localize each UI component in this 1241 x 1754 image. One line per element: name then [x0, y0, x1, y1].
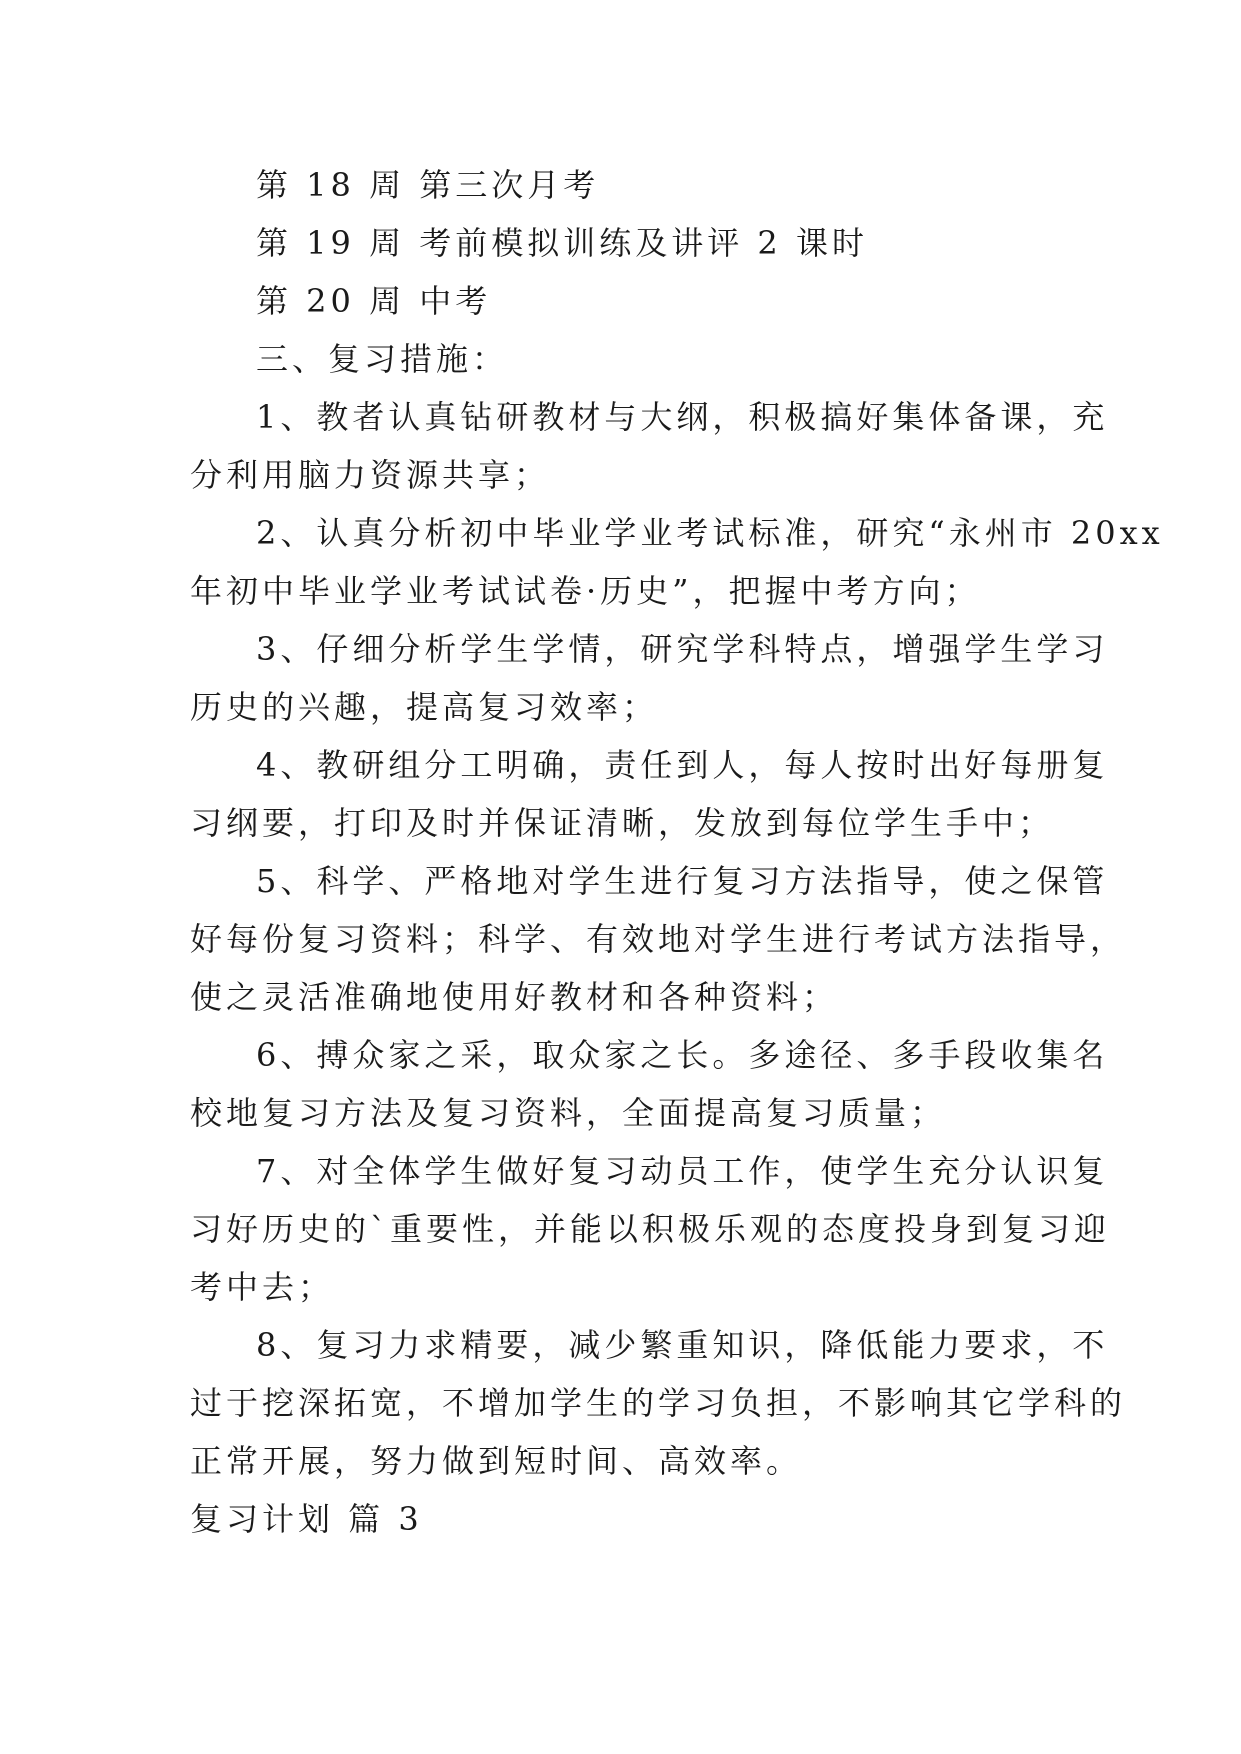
text-line: 分利用脑力资源共享；: [190, 456, 551, 494]
text-line: 8、复习力求精要，减少繁重知识，降低能力要求，不: [256, 1326, 1109, 1364]
text-line: 过于挖深拓宽，不增加学生的学习负担，不影响其它学科的: [190, 1384, 1127, 1422]
text-line: 习好历史的`重要性，并能以积极乐观的态度投身到复习迎: [190, 1210, 1111, 1248]
text-line: 使之灵活准确地使用好教材和各种资料；: [190, 978, 839, 1016]
text-line: 3、仔细分析学生学情，研究学科特点，增强学生学习: [256, 630, 1109, 668]
text-line: 4、教研组分工明确，责任到人，每人按时出好每册复: [256, 746, 1109, 784]
text-line: 5、科学、严格地对学生进行复习方法指导，使之保管: [256, 862, 1109, 900]
text-line: 年初中毕业学业考试试卷·历史”，把握中考方向；: [190, 572, 981, 610]
text-line: 第 18 周 第三次月考: [256, 166, 600, 204]
document-body: [190, 156, 1164, 1548]
text-line: 1、教者认真钻研教材与大纲，积极搞好集体备课，充: [256, 398, 1109, 436]
text-line: 历史的兴趣，提高复习效率；: [190, 688, 659, 726]
section-heading: 三、复习措施：: [256, 340, 509, 378]
text-line: 6、搏众家之采，取众家之长。多途径、多手段收集名: [256, 1036, 1109, 1074]
text-line: 第 20 周 中考: [256, 282, 492, 320]
text-line: 好每份复习资料；科学、有效地对学生进行考试方法指导，: [190, 920, 1127, 958]
text-line: 2、认真分析初中毕业学业考试标准，研究“永州市 20xx: [256, 514, 1164, 552]
text-line: 习纲要，打印及时并保证清晰，发放到每位学生手中；: [190, 804, 1055, 842]
section-title: 复习计划 篇 3: [190, 1500, 423, 1538]
text-line: 校地复习方法及复习资料，全面提高复习质量；: [190, 1094, 947, 1132]
text-line: 7、对全体学生做好复习动员工作，使学生充分认识复: [256, 1152, 1109, 1190]
text-line: 正常开展，努力做到短时间、高效率。: [190, 1442, 803, 1480]
text-line: 考中去；: [190, 1268, 335, 1306]
text-line: 第 19 周 考前模拟训练及讲评 2 课时: [256, 224, 868, 262]
